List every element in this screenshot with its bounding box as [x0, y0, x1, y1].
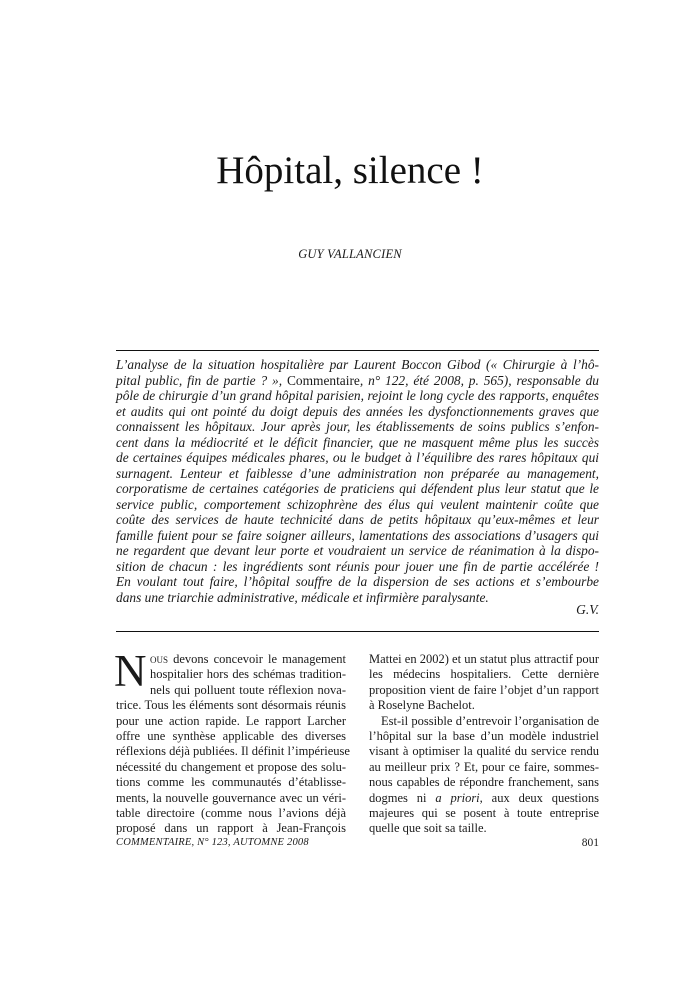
body-line: à Roselyne Bachelot.	[369, 698, 475, 713]
body-line: offre une synthèse applicable des diverses	[116, 728, 346, 743]
abstract-line	[116, 373, 599, 389]
body-line: les médecins hospitaliers. Cette dernière	[369, 667, 599, 682]
abstract-line: service public, comportement schizophrène des élus qui veulent maintenir coûte que	[116, 496, 599, 512]
article-author: GUY VALLANCIEN	[298, 247, 402, 261]
abstract-line: cent dans la médiocrité et le déficit financier, que ne masquent même plus les succès	[116, 434, 599, 450]
body-line: l’hôpital sur la base d’un modèle industriel	[369, 728, 599, 743]
body-column-left	[114, 646, 350, 837]
abstract-line: L’analyse de la situation hospitalière par Laurent Boccon Gibod (« Chirurgie à l’hô-	[116, 357, 599, 372]
journal-footer: COMMENTAIRE, N° 123, AUTOMNE 2008	[116, 837, 309, 848]
body-line: Mattei en 2002) et un statut plus attractif pour	[369, 652, 599, 666]
abstract-line: de certaines équipes médicales phares, ou le budget à l’équilibre des rares hôpitaux qui	[116, 450, 599, 465]
body-line: majeures qui se posent à toute entreprise	[369, 805, 599, 820]
journal-name: Commentaire	[286, 372, 360, 388]
drop-cap: N	[114, 646, 147, 696]
body-line: table directoire (comme nous l’avions déjà	[116, 805, 346, 820]
body-line: ments, la nouvelle gouvernance avec un véri-	[116, 790, 346, 805]
body-line: tions comme les communautés d’établisse-	[116, 775, 346, 790]
abstract-line: famille fuient pour se faire soigner ailleurs, lamentations des associations d’usagers qui	[116, 527, 599, 543]
abstract-line: ne regardent que devant leur porte et voudraient un service de réanimation à la dispo-	[116, 543, 599, 558]
body-line-text: devons concevoir le management	[168, 652, 346, 666]
abstract-line: dans une triarchie administrative, médicale et infirmière paralysante.	[116, 589, 489, 605]
body-line	[116, 652, 346, 667]
body-column-right	[369, 652, 599, 837]
body-line: pour une action rapide. Le rapport Larcher	[116, 713, 346, 728]
body-line-text: aux deux questions	[482, 790, 599, 805]
body-line: nels qui polluent toute réflexion nova-	[150, 682, 346, 697]
a-priori-text: a priori,	[435, 790, 483, 805]
abstract-line-start: pital public, fin de partie ? »,	[116, 372, 283, 388]
body-line: nous capables de répondre franchement, sans	[369, 775, 599, 790]
abstract-bottom-rule	[116, 631, 599, 632]
body-line-text: dogmes ni	[369, 790, 436, 805]
abstract-line: et audits qui ont pointé du doigt depuis des années les dysfonctionnements graves que	[116, 403, 599, 419]
abstract-line: En voulant tout faire, l’hôpital souffre de la dispersion de ses actions et s’embourbe	[116, 574, 599, 589]
body-line: trice. Tous les éléments sont désormais réunis	[116, 698, 346, 713]
body-line: Est-il possible d’entrevoir l’organisation de	[381, 713, 599, 728]
abstract-line: sition de chacun : les ingrédients sont réunis pour jouer une fin de partie accélérée !	[116, 558, 599, 574]
abstract-line: connaissent les hôpitaux. Jour après jour, les établissements de soins publics s’enfon-	[116, 419, 599, 434]
article-title: Hôpital, silence !	[216, 149, 484, 192]
abstract-line-end: , n° 122, été 2008, p. 565), responsable du	[359, 372, 599, 388]
abstract-signature: G.V.	[576, 602, 599, 617]
body-line: hospitalier hors des schémas tradition-	[150, 667, 346, 682]
abstract	[116, 357, 599, 617]
abstract-line: corporatisme de certaines catégories de praticiens qui défendent plus leur statut que le	[116, 481, 599, 496]
body-line: nécessité du changement et propose des solu-	[116, 759, 346, 774]
body-line	[369, 791, 599, 806]
abstract-line: surnagent. Lenteur et faiblesse d’une administration non préparée au management,	[116, 465, 599, 481]
body-line: réflexions déjà publiées. Il définit l’impérieuse	[116, 744, 350, 759]
abstract-line: pôle de chirurgie d’un grand hôpital parisien, rejoint le long cycle des rapports, enquêtes	[116, 388, 599, 403]
abstract-line: coûte des services de haute technicité dans de petits hôpitaux qu’eux-mêmes et leur	[116, 512, 599, 527]
small-caps-word: ous	[150, 652, 169, 666]
page-number: 801	[581, 837, 599, 849]
body-line: au meilleur prix ? Et, pour ce faire, sommes-	[369, 759, 599, 774]
body-line: quelle que soit sa taille.	[369, 821, 487, 836]
body-line: proposé dans un rapport à Jean-François	[116, 821, 346, 836]
body-line: proposition vient de faire l’objet d’un rapport	[369, 682, 599, 697]
body-line: visant à optimiser la qualité du service rendu	[369, 744, 599, 759]
abstract-top-rule	[116, 350, 599, 351]
